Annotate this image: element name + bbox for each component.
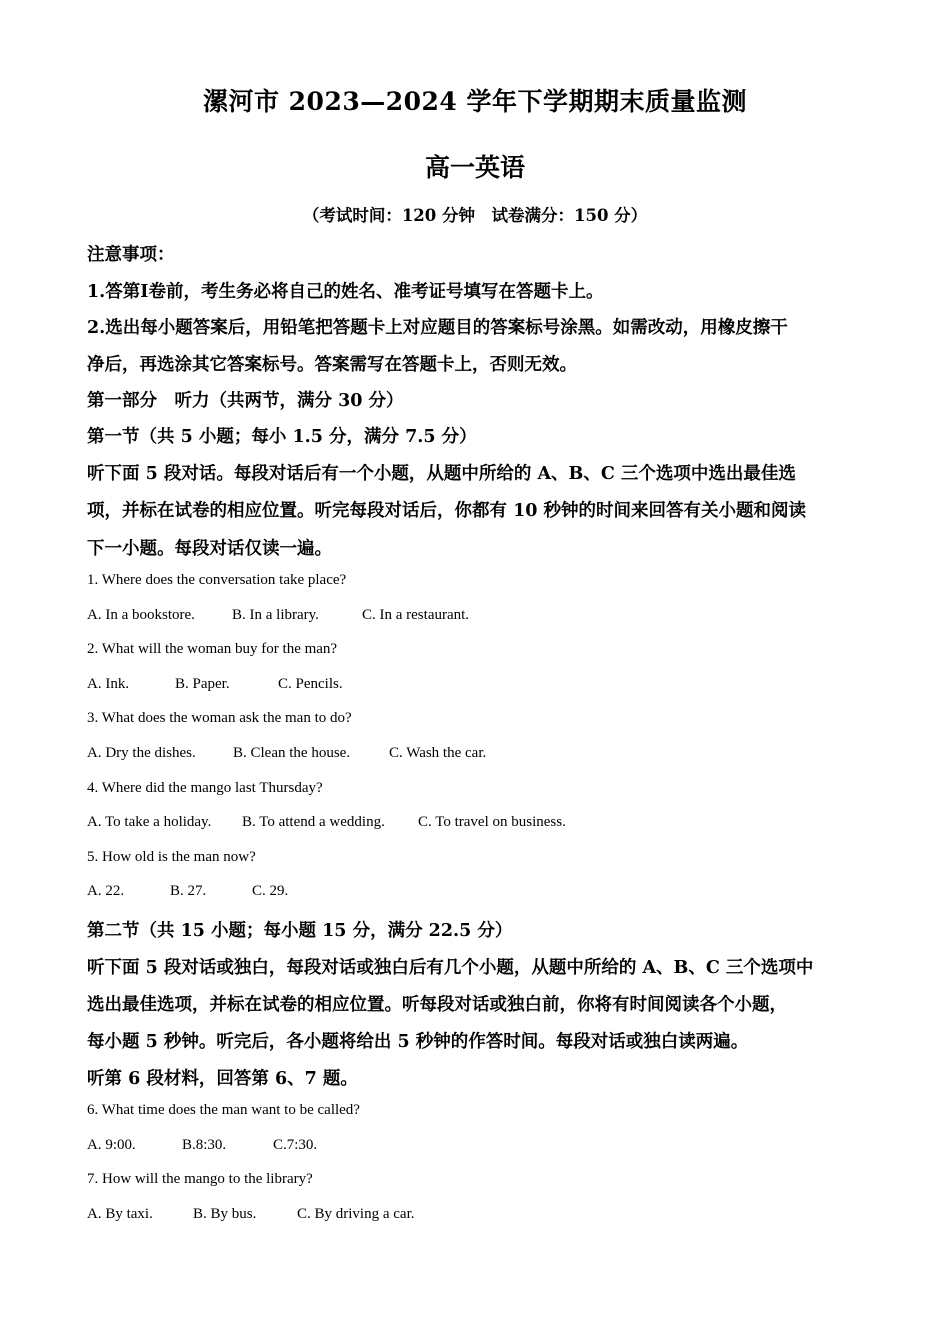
- section2-instruction-line-3: 每小题 5 秒钟。听完后，各小题将给出 5 秒钟的作答时间。每段对话或独白读两遍。: [87, 1032, 749, 1052]
- option-b: B. In a library.: [232, 607, 319, 623]
- notice-heading: 注意事项：: [87, 245, 175, 265]
- section2-instruction-line-1: 听下面 5 段对话或独白，每段对话或独白后有几个小题，从题中所给的 A、B、C 三个选项中: [87, 958, 814, 978]
- question-stem: 7. How will the mango to the library?: [87, 1171, 313, 1187]
- question-stem: 1. Where does the conversation take place?: [87, 572, 347, 588]
- option-a: A. 22.: [87, 883, 125, 899]
- question-stem: 5. How old is the man now?: [87, 849, 256, 865]
- option-a: A. Dry the dishes.: [87, 745, 196, 761]
- question-options: [87, 1206, 414, 1223]
- option-c: C. In a restaurant.: [362, 607, 470, 623]
- option-b: B. To attend a wedding.: [242, 814, 385, 830]
- option-a: A. Ink.: [87, 676, 130, 692]
- question-options: [87, 814, 566, 831]
- exam-info: （考试时间：120 分钟 试卷满分：150 分）: [302, 206, 648, 225]
- question-options: [87, 883, 288, 900]
- option-a: A. 9:00.: [87, 1137, 136, 1153]
- section1-heading: 第一节（共 5 小题；每小 1.5 分，满分 7.5 分）: [87, 427, 477, 447]
- section1-instruction-line-2: 项，并标在试卷的相应位置。听完每段对话后，你都有 10 秒钟的时间来回答有关小题和阅读: [87, 501, 807, 521]
- subject-title: 高一英语: [424, 153, 525, 182]
- option-b: B. Paper.: [175, 676, 230, 692]
- question-options: [87, 745, 486, 762]
- option-a: A. In a bookstore.: [87, 607, 195, 623]
- option-a: A. By taxi.: [87, 1206, 153, 1222]
- option-c: C. 29.: [252, 883, 289, 899]
- option-b: B. By bus.: [193, 1206, 257, 1222]
- notice-item-1: 1.答第Ⅰ卷前，考生务必将自己的姓名、准考证号填写在答题卡上。: [87, 282, 604, 302]
- option-c: C. By driving a car.: [297, 1206, 415, 1222]
- question-options: [87, 1137, 317, 1154]
- notice-item-2-line-2: 净后，再选涂其它答案标号。答案需写在答题卡上，否则无效。: [87, 355, 577, 375]
- material-6-heading: 听第 6 段材料，回答第 6、7 题。: [87, 1069, 358, 1089]
- question-stem: 2. What will the woman buy for the man?: [87, 641, 338, 657]
- part1-heading: 第一部分 听力（共两节，满分 30 分）: [87, 391, 404, 411]
- main-title: 漯河市 2023—2024 学年下学期期末质量监测: [202, 87, 748, 116]
- option-c: C. Pencils.: [278, 676, 343, 692]
- section2-heading: 第二节（共 15 小题；每小题 15 分，满分 22.5 分）: [87, 921, 513, 941]
- notice-item-2-line-1: 2.选出每小题答案后，用铅笔把答题卡上对应题目的答案标号涂黑。如需改动，用橡皮擦干: [87, 318, 788, 338]
- option-c: C.7:30.: [273, 1137, 318, 1153]
- option-b: B. 27.: [170, 883, 207, 899]
- question-options: [87, 676, 343, 693]
- option-a: A. To take a holiday.: [87, 814, 212, 830]
- section1-instruction-line-1: 听下面 5 段对话。每段对话后有一个小题，从题中所给的 A、B、C 三个选项中选出最佳选: [87, 464, 796, 484]
- question-stem: 3. What does the woman ask the man to do?: [87, 710, 352, 726]
- option-b: B.8:30.: [182, 1137, 227, 1153]
- section2-instruction-line-2: 选出最佳选项，并标在试卷的相应位置。听每段对话或独白前，你将有时间阅读各个小题，: [87, 995, 787, 1015]
- section1-instruction-line-3: 下一小题。每段对话仅读一遍。: [87, 539, 332, 559]
- question-stem: 4. Where did the mango last Thursday?: [87, 780, 323, 796]
- option-b: B. Clean the house.: [233, 745, 351, 761]
- question-stem: 6. What time does the man want to be called?: [87, 1102, 360, 1118]
- question-options: [87, 607, 469, 624]
- option-c: C. To travel on business.: [418, 814, 566, 830]
- option-c: C. Wash the car.: [389, 745, 487, 761]
